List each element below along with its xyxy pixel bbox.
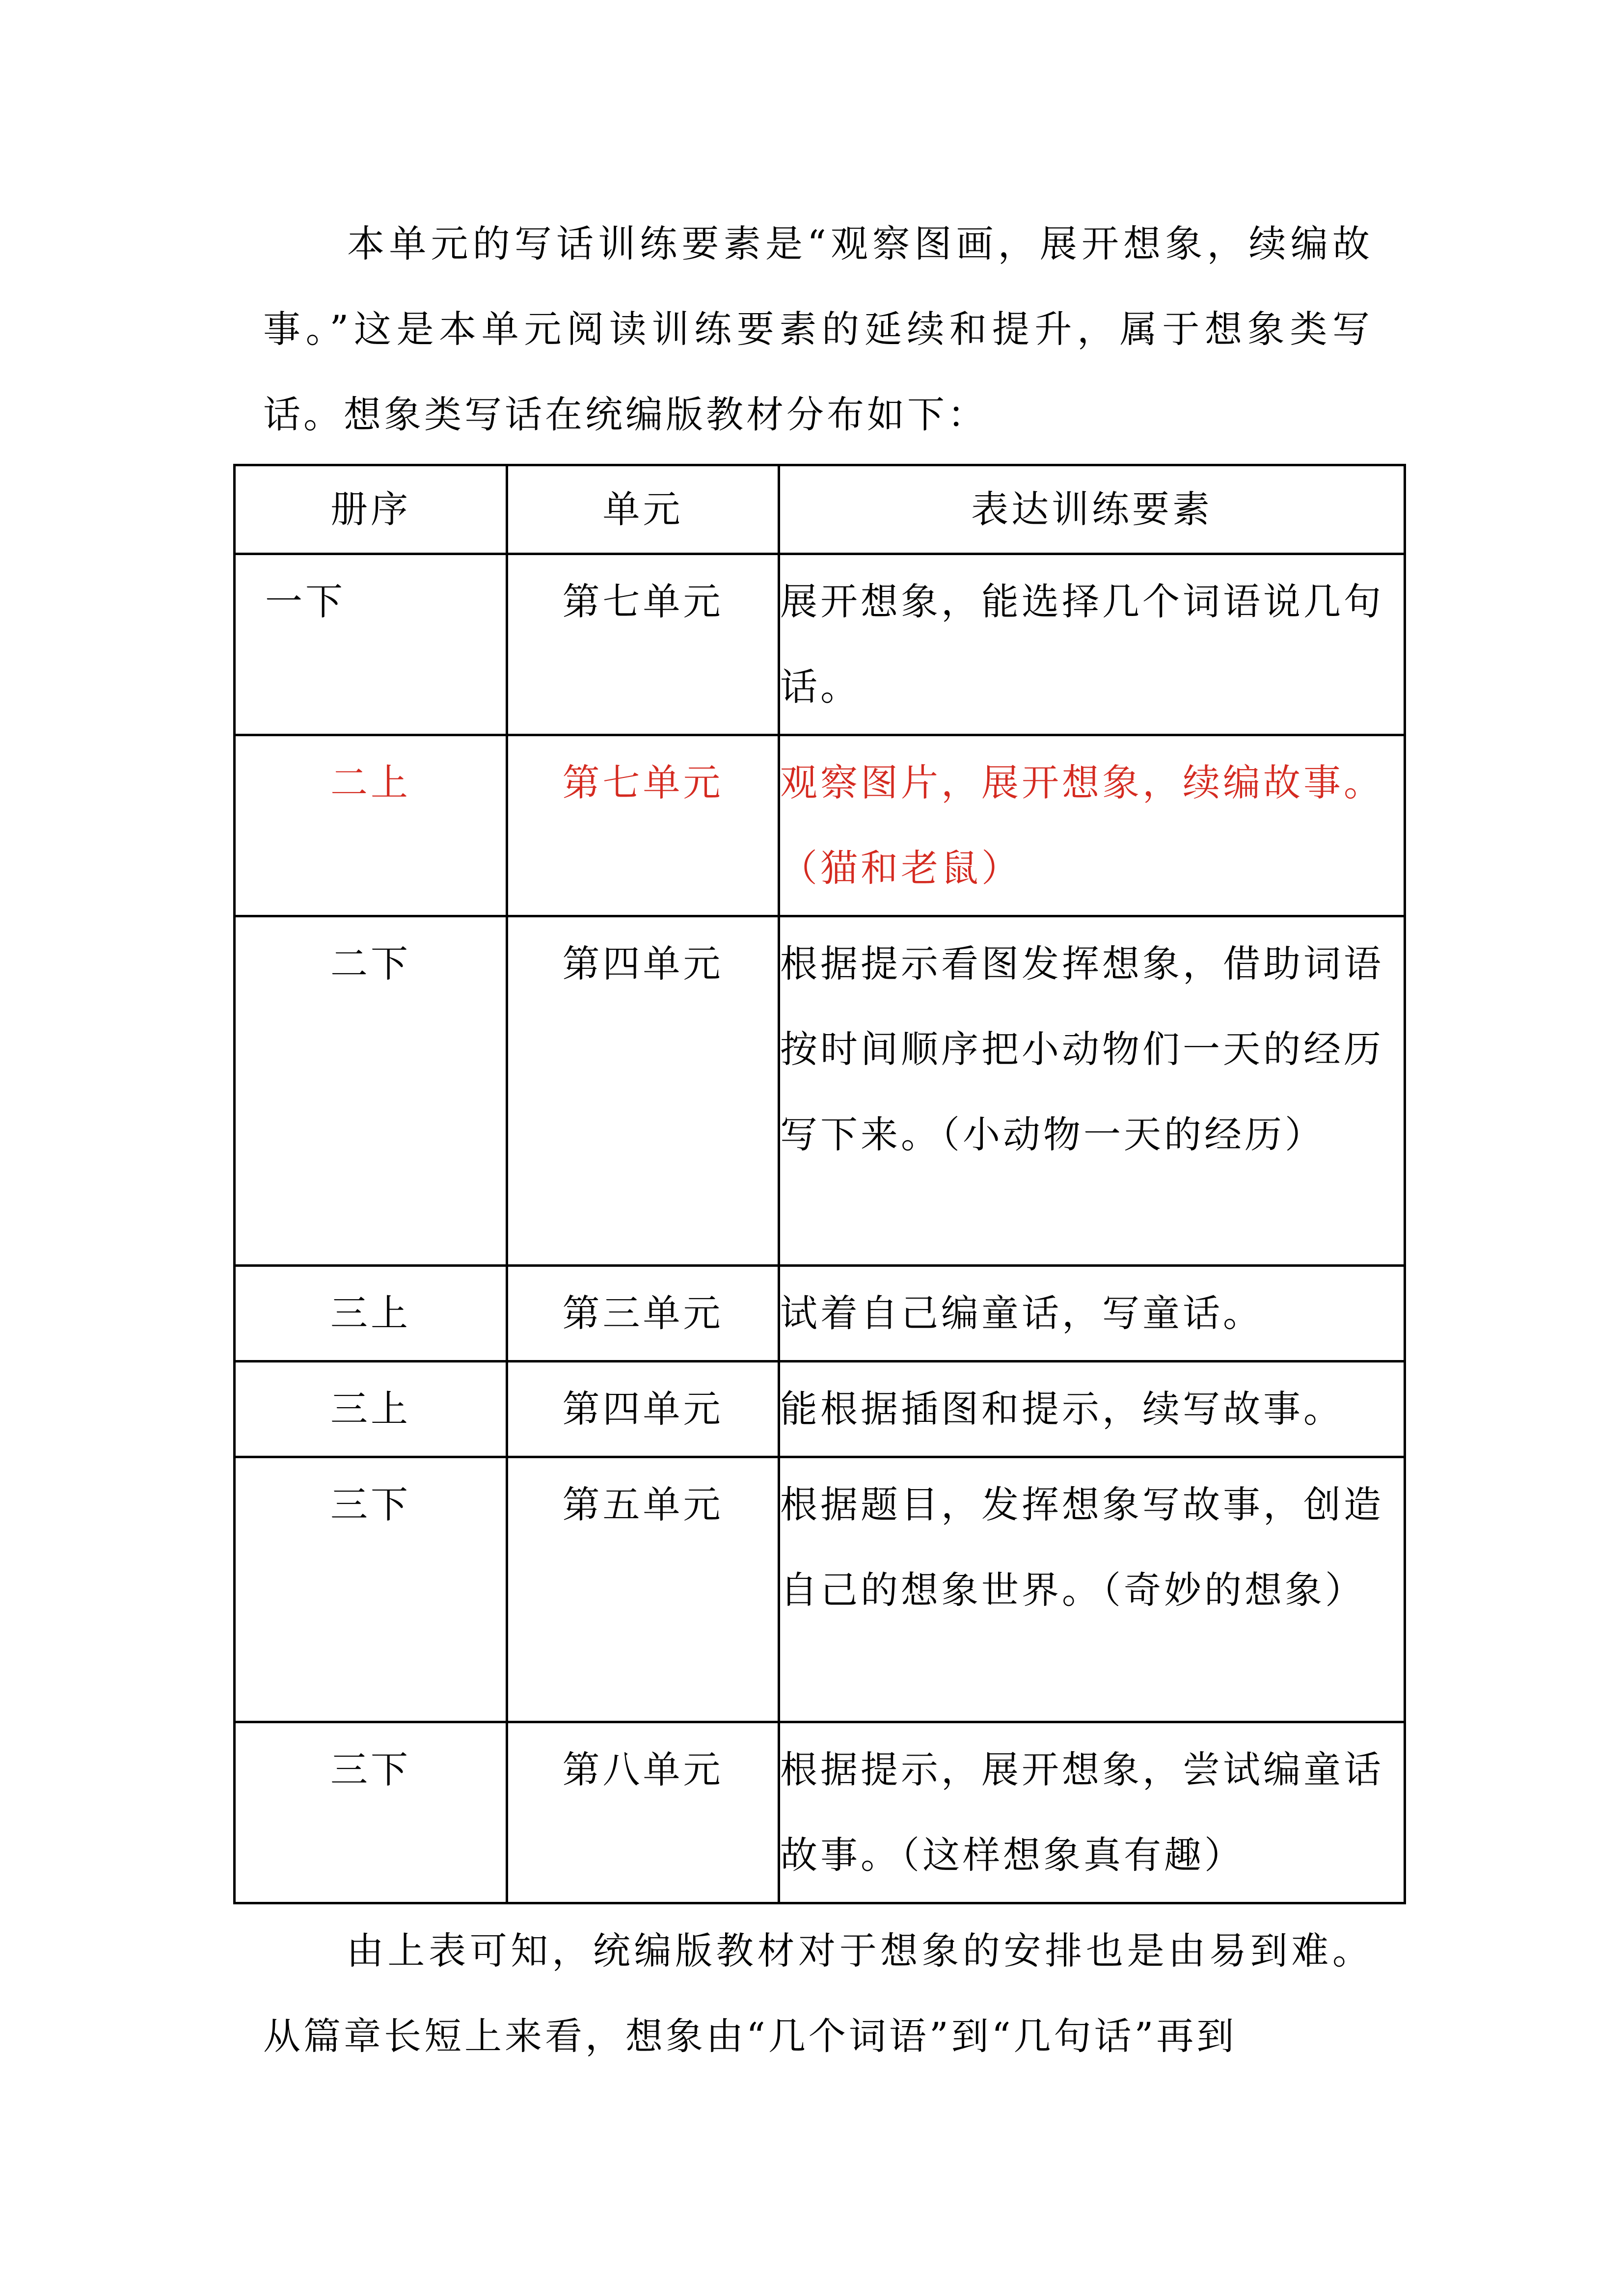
unit-cell: 第七单元 bbox=[507, 735, 779, 916]
table-row bbox=[235, 1722, 1405, 1903]
element-text: 能根据插图和提示，续写故事。 bbox=[780, 1387, 1344, 1431]
element-note: （这样想象真有趣） bbox=[901, 1833, 1245, 1877]
table-row bbox=[235, 1362, 1405, 1457]
unit-cell: 第四单元 bbox=[507, 1362, 779, 1457]
element-cell bbox=[779, 916, 1405, 1266]
element-text: 根据题目，发挥想象写故事，创造自己的想象世界。 bbox=[780, 1483, 1384, 1612]
element-note: （奇妙的想象） bbox=[1102, 1568, 1365, 1612]
element-cell bbox=[779, 1266, 1405, 1362]
volume-cell: 二下 bbox=[235, 916, 507, 1266]
unit-cell: 第四单元 bbox=[507, 916, 779, 1266]
volume-cell: 三下 bbox=[235, 1457, 507, 1722]
volume-cell: 三上 bbox=[235, 1266, 507, 1362]
header-volume: 册序 bbox=[235, 465, 507, 554]
outro-text: 由上表可知，统编版教材对于想象的安排也是由易到难。从篇章长短上来看，想象由“几个词语”到“几句话”再到 bbox=[263, 1929, 1373, 2058]
table-row bbox=[235, 1266, 1405, 1362]
volume-cell: 一下 bbox=[235, 554, 507, 735]
unit-cell: 第三单元 bbox=[507, 1266, 779, 1362]
volume-cell: 三下 bbox=[235, 1722, 507, 1903]
element-text: 根据提示看图发挥想象，借助词语按时间顺序把小动物们一天的经历写下来。 bbox=[780, 942, 1384, 1156]
header-unit: 单元 bbox=[507, 465, 779, 554]
element-cell bbox=[779, 1722, 1405, 1903]
element-cell bbox=[779, 1362, 1405, 1457]
element-cell bbox=[779, 735, 1405, 916]
table-row bbox=[235, 1457, 1405, 1722]
element-text: 观察图片，展开想象，续编故事。 bbox=[780, 761, 1384, 804]
element-note: （猫和老鼠） bbox=[780, 846, 1022, 890]
table-row-highlighted bbox=[235, 735, 1405, 916]
element-text: 根据提示，展开想象，尝试编童话故事。 bbox=[780, 1748, 1384, 1877]
intro-text: 本单元的写话训练要素是“观察图画，展开想象，续编故事。”这是本单元阅读训练要素的延续和提升，属于想象类写话。想象类写话在统编版教材分布如下： bbox=[263, 222, 1373, 436]
header-element: 表达训练要素 bbox=[779, 465, 1405, 554]
volume-cell: 三上 bbox=[235, 1362, 507, 1457]
element-cell bbox=[779, 554, 1405, 735]
outro-paragraph bbox=[263, 1908, 1373, 2079]
unit-cell: 第五单元 bbox=[507, 1457, 779, 1722]
element-text: 试着自己编童话，写童话。 bbox=[780, 1291, 1263, 1335]
element-cell bbox=[779, 1457, 1405, 1722]
element-text: 展开想象，能选择几个词语说几句话。 bbox=[780, 580, 1384, 709]
table-row bbox=[235, 916, 1405, 1266]
table-row bbox=[235, 554, 1405, 735]
unit-cell: 第八单元 bbox=[507, 1722, 779, 1903]
unit-cell: 第七单元 bbox=[507, 554, 779, 735]
table-header-row bbox=[235, 465, 1405, 554]
writing-elements-table bbox=[233, 464, 1406, 1904]
element-note: （小动物一天的经历） bbox=[941, 1113, 1325, 1156]
volume-cell: 二上 bbox=[235, 735, 507, 916]
intro-paragraph bbox=[263, 201, 1373, 457]
